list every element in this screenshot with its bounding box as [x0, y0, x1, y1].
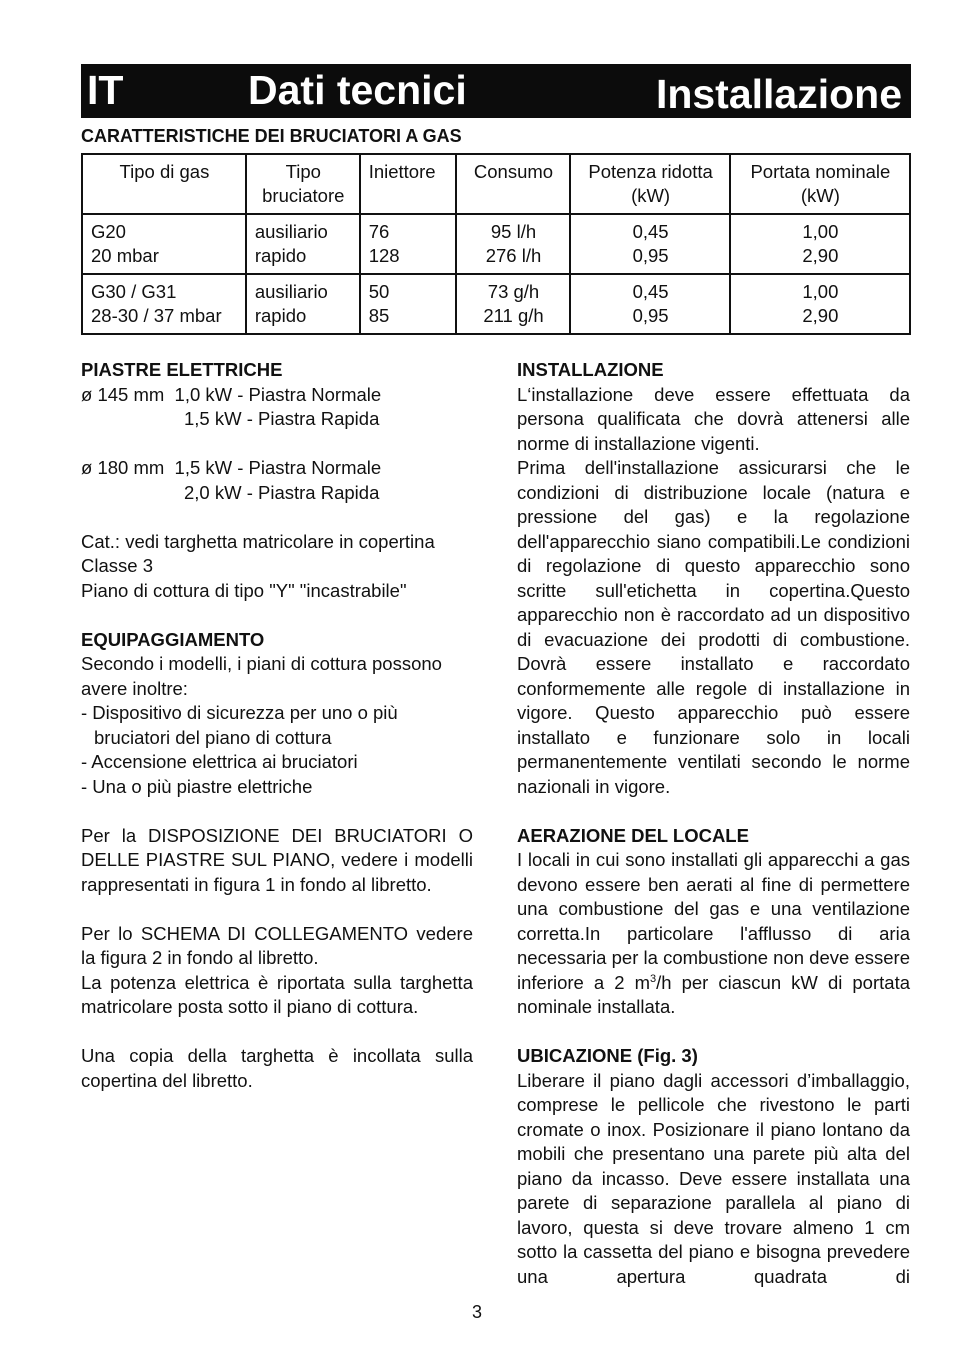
hotplate-spec: 2,0 kW - Piastra Rapida	[184, 481, 380, 503]
hotplate-spec: ø 145 mm 1,0 kW - Piastra Normale	[81, 383, 382, 405]
header-cell-burner-type: Tipo bruciatore	[246, 154, 360, 214]
page-header	[81, 64, 911, 118]
header-cell-reduced-power: Potenza ridotta (kW)	[570, 154, 729, 214]
section-title-installazione: INSTALLAZIONE	[517, 359, 664, 380]
header-right-title: Installazione	[655, 71, 902, 117]
table-cell: 95 l/h 276 l/h	[456, 214, 571, 274]
list-item: - Una o più piastre elettriche	[81, 775, 313, 797]
paragraph-installazione-2: Prima dell'installazione assicurarsi che le condizioni di distribuzione locale (natura e pressione del gas) e la regolazione dell'apparecchio siano compatibili.Le condizioni di regolazione di questo apparecchio sono scritte sull'etichetta in copertina.Questo apparecchio non è raccordato ad un dispositivo di evacuazione dei prodotti di combustione. Dovrà essere installato e raccordato conformemente alle regole di installazione in vigore. Questo apparecchio può essere installato e funzionare solo in locali permanentemente ventilati secondo le norme nazionali in vigore.	[517, 457, 910, 797]
table-cell: 50 85	[360, 274, 456, 334]
paragraph-schema: Per lo SCHEMA DI COLLEGAMENTO vedere la figura 2 in fondo al libretto.	[81, 922, 473, 968]
hotplate-spec: 1,5 kW - Piastra Rapida	[184, 408, 380, 429]
hotplate-spec: ø 180 mm 1,5 kW - Piastra Normale	[81, 457, 382, 478]
table-row	[82, 214, 910, 274]
list-item: - Accensione elettrica ai bruciatori	[81, 751, 358, 772]
table-cell: G30 / G31 28-30 / 37 mbar	[82, 274, 246, 334]
table-cell: ausiliario rapido	[246, 274, 360, 334]
language-code: IT	[87, 67, 124, 113]
header-title: Dati tecnici	[248, 67, 467, 113]
list-item: - Dispositivo di sicurezza per uno o più bruciatori del piano di cottura	[81, 702, 398, 748]
equipment-intro: Secondo i modelli, i piani di cottura possono avere inoltre:	[81, 653, 442, 699]
page-number: 3	[471, 1302, 482, 1322]
paragraph-potenza: La potenza elettrica è riportata sulla targhetta matricolare posta sotto il piano di cottura.	[81, 971, 473, 1017]
header-cell-consumption: Consumo	[456, 154, 571, 214]
category-line: Cat.: vedi targhetta matricolare in copertina	[81, 530, 435, 552]
table-cell: ausiliario rapido	[246, 214, 360, 274]
table-row	[82, 274, 910, 334]
paragraph-disposizione: Per la DISPOSIZIONE DEI BRUCIATORI O DELLE PIASTRE SUL PIANO, vedere i modelli rappresentati in figura 1 in fondo al libretto.	[81, 824, 473, 895]
table-title: CARATTERISTICHE DEI BRUCIATORI A GAS	[81, 126, 462, 146]
table-header-row	[82, 154, 910, 214]
table-cell: G20 20 mbar	[82, 214, 246, 274]
section-title-piastre: PIASTRE ELETTRICHE	[81, 359, 283, 380]
paragraph-ubicazione: Liberare il piano dagli accessori d’imballaggio, comprese le pellicole che rivestono le parti cromate o inox. Posizionare il piano lontano da mobili che presentano una parete più alta del piano da incasso. Deve essere installata una parete di separazione parallela al piano di lavoro, questa si deve trovare almeno 1 cm sotto la cassetta del piano e bisogna prevedere una apertura quadrata di	[517, 1069, 910, 1287]
hob-type-line: Piano di cottura di tipo "Y" "incastrabile"	[81, 579, 407, 601]
paragraph-aerazione: I locali in cui sono installati gli apparecchi a gas devono essere ben aerati al fine di permettere una combustione del gas e una ventilazione corretta.In particolare l'afflusso di aria necessaria per la combustione non deve essere inferiore a 2 $m^3/h$ per ciascun kW di portata nominale installata.	[517, 849, 910, 1017]
table-cell: 1,00 2,90	[730, 274, 910, 334]
class-line: Classe 3	[81, 555, 153, 576]
paragraph-installazione-1: L‘installazione deve essere effettuata da persona qualificata che dovrà attenersi alle norme di installazione vigenti.	[517, 383, 910, 454]
table-cell: 73 g/h 211 g/h	[456, 274, 571, 334]
right-column	[517, 358, 910, 1289]
section-title-equipaggiamento: EQUIPAGGIAMENTO	[81, 628, 265, 650]
header-cell-gas-type: Tipo di gas	[82, 154, 246, 214]
table-cell: 1,00 2,90	[730, 214, 910, 274]
table-cell: 0,45 0,95	[570, 274, 729, 334]
section-title-aerazione: AERAZIONE DEL LOCALE	[517, 824, 749, 846]
section-title-ubicazione: UBICAZIONE (Fig. 3)	[517, 1045, 698, 1066]
header-cell-injector: Iniettore	[360, 154, 456, 214]
paragraph-copia: Una copia della targhetta è incollata sulla copertina del libretto.	[81, 1045, 473, 1091]
header-cell-nominal-flow: Portata nominale (kW)	[730, 154, 910, 214]
gas-burner-table	[81, 153, 911, 335]
left-column	[81, 358, 473, 1093]
table-cell: 0,45 0,95	[570, 214, 729, 274]
table-cell: 76 128	[360, 214, 456, 274]
